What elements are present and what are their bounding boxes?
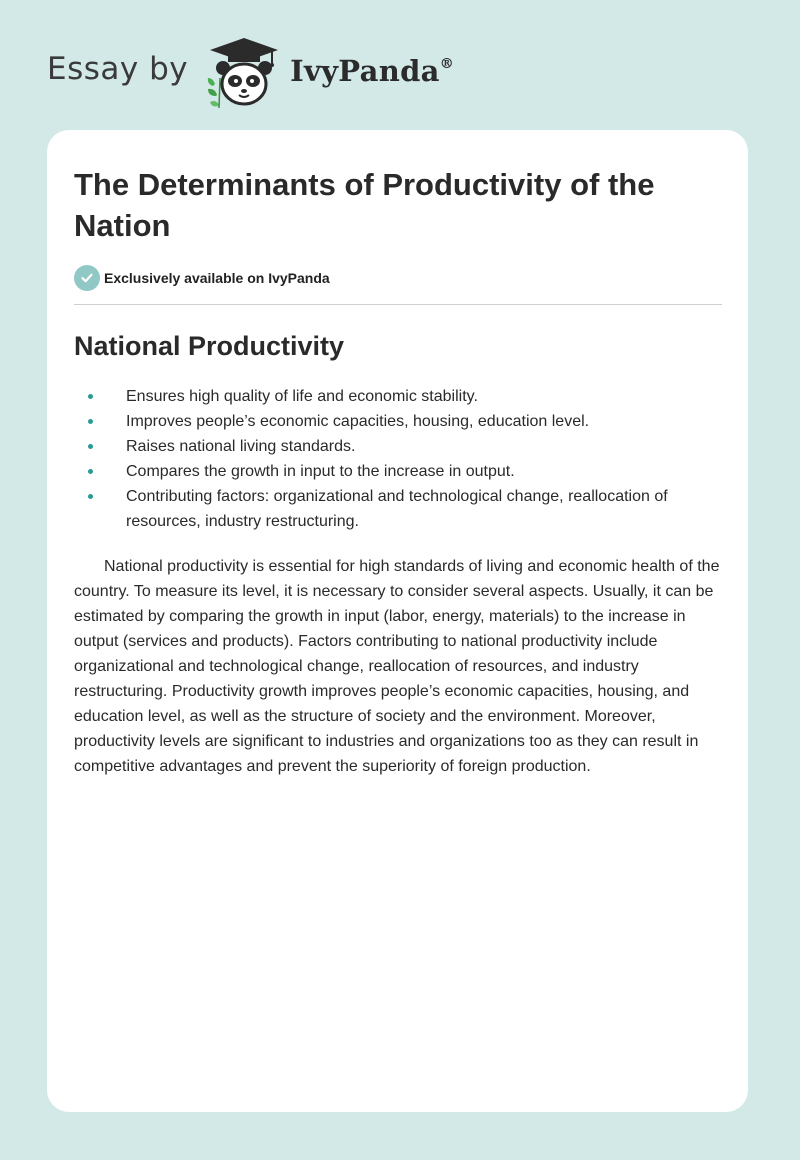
essay-card	[47, 130, 748, 1112]
bullet-dot-icon	[88, 469, 93, 474]
list-item	[74, 459, 714, 484]
brand-prefix: Essay by	[47, 51, 189, 87]
list-item	[74, 409, 714, 434]
list-item	[74, 384, 714, 409]
list-item	[74, 434, 714, 459]
list-item-text: Compares the growth in input to the increase in output.	[126, 463, 515, 480]
registered-mark: ®	[439, 56, 455, 72]
bullet-list	[74, 384, 722, 534]
brand-name: IvyPanda®	[290, 54, 455, 88]
brand-header	[47, 34, 454, 114]
list-item-text: Raises national living standards.	[126, 438, 356, 455]
section-title: National Productivity	[74, 331, 345, 361]
exclusive-label: Exclusively available on IvyPanda	[104, 270, 330, 286]
list-item-text: Contributing factors: organizational and technological change, reallocation of resources, industry restructuring.	[126, 488, 668, 530]
list-item	[74, 484, 714, 534]
bullet-dot-icon	[88, 444, 93, 449]
panda-graduate-icon	[204, 34, 284, 114]
body-paragraph: National productivity is essential for high standards of living and economic health of the country. To measure its level, it is necessary to consider several aspects. Usually, it can be estimated by comparing the growth in input (labor, energy, materials) to the increase in output (services and products). Factors contributing to national productivity include organizational and technological change, reallocation of resources, and industry restructuring. Productivity growth improves people’s economic capacities, housing, and education level, as well as the structure of society and the environment. Moreover, productivity levels are significant to industries and organizations too as they can result in competitive advantages and prevent the superiority of foreign production.	[74, 558, 720, 775]
bullet-dot-icon	[88, 419, 93, 424]
list-item-text: Ensures high quality of life and economic stability.	[126, 388, 478, 405]
bullet-dot-icon	[88, 494, 93, 499]
divider	[74, 304, 722, 305]
exclusive-badge	[74, 264, 722, 292]
bullet-dot-icon	[88, 394, 93, 399]
list-item-text: Improves people’s economic capacities, housing, education level.	[126, 413, 590, 430]
check-circle-icon	[74, 265, 100, 291]
essay-title: The Determinants of Productivity of the Nation	[74, 167, 655, 243]
